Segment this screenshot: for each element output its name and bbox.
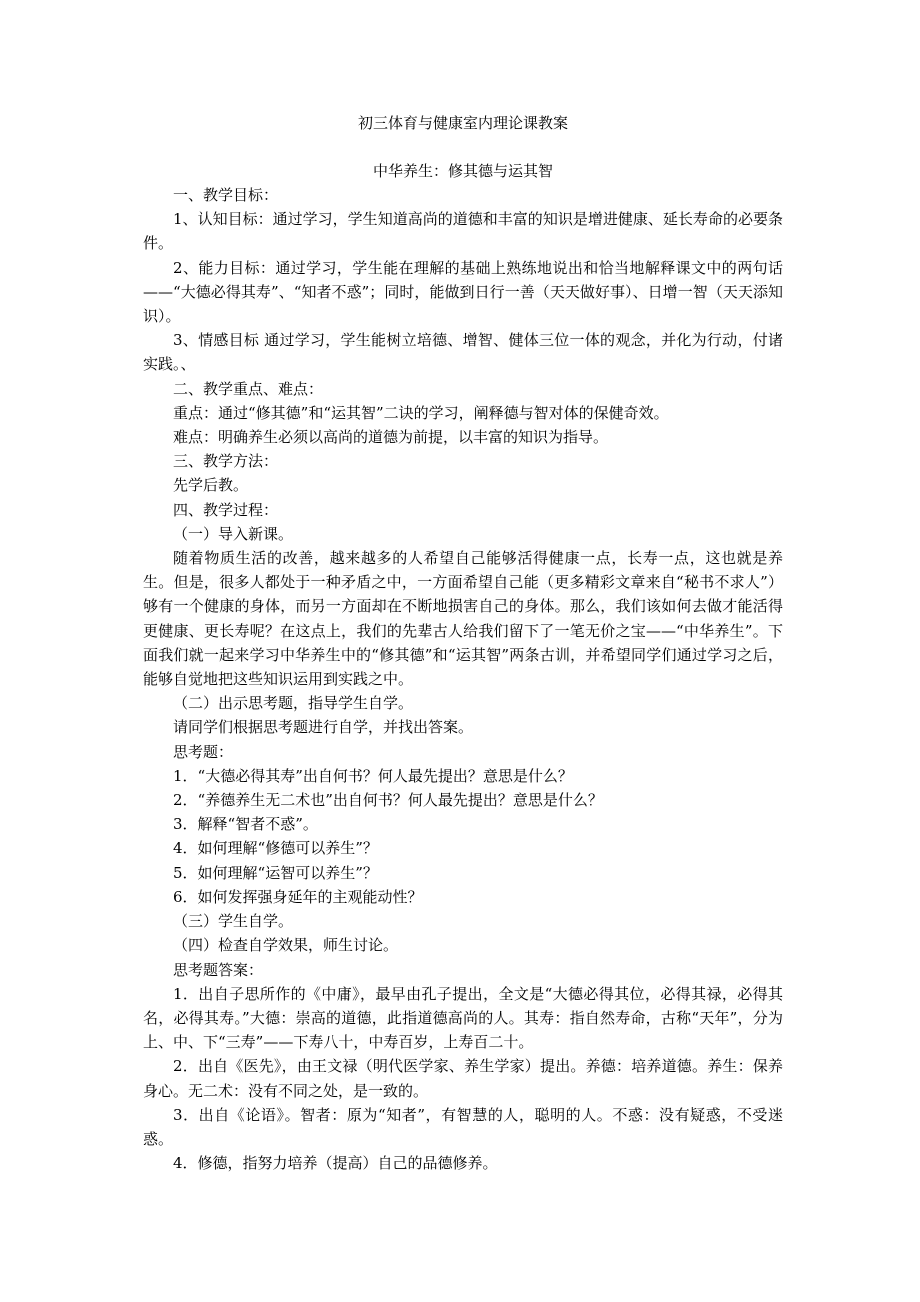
paragraph: 思考题：: [173, 742, 234, 761]
paragraph: 先学后教。: [173, 476, 249, 495]
document-title: 初三体育与健康室内理论课教案: [357, 114, 568, 132]
paragraph: 2．出自《医先》，由王文禄（明代医学家、养生学家）提出。养德：培养道德。养生：保养身心。无二术：没有不同之处，是一致的。: [143, 1057, 783, 1100]
paragraph: 二、教学重点、难点：: [173, 379, 324, 398]
paragraph: 3．解释“智者不惑”。: [173, 815, 318, 834]
paragraph: 四、教学过程：: [173, 500, 279, 519]
paragraph: 1．“大德必得其寿”出自何书？何人最先提出？意思是什么？: [173, 766, 573, 785]
paragraph: 思考题答案：: [173, 960, 264, 979]
paragraph: 3、情感目标 通过学习，学生能树立培德、增智、健体三位一体的观念，并化为行动，付诸实践。、: [143, 331, 783, 374]
paragraph: （一）导入新课。: [173, 524, 294, 543]
paragraph: 一、教学目标：: [173, 186, 279, 204]
paragraph: （二）出示思考题，指导学生自学。: [173, 694, 414, 713]
paragraph: 5．如何理解“运智可以养生”？: [173, 863, 378, 882]
paragraph: 4．修德，指努力培养（提高）自己的品德修养。: [173, 1154, 498, 1173]
document-subtitle: 中华养生：修其德与运其智: [372, 162, 553, 180]
paragraph: 4．如何理解“修德可以养生”？: [173, 839, 378, 858]
paragraph: 难点：明确养生必须以高尚的道德为前提，以丰富的知识为指导。: [173, 428, 609, 447]
paragraph: 6．如何发挥强身延年的主观能动性？: [173, 887, 423, 906]
paragraph: 三、教学方法：: [173, 452, 279, 471]
paragraph: 请同学们根据思考题进行自学，并找出答案。: [173, 718, 474, 737]
paragraph: 3．出自《论语》。智者：原为“知者”，有智慧的人，聪明的人。不惑：没有疑惑，不受迷惑。: [143, 1105, 783, 1148]
paragraph: （三）学生自学。: [173, 912, 294, 931]
paragraph: 重点：通过“修其德”和“运其智”二诀的学习，阐释德与智对体的保健奇效。: [173, 403, 669, 422]
paragraph: （四）检查自学效果，师生讨论。: [173, 936, 399, 955]
paragraph: 2．“养德养生无二术也”出自何书？何人最先提出？意思是什么？: [173, 791, 603, 810]
paragraph: 2、能力目标：通过学习，学生能在理解的基础上熟练地说出和恰当地解释课文中的两句话——“大德必得其寿”、“知者不惑”；同时，能做到日行一善（天天做好事）、日增一智（天天添知识）。: [143, 258, 783, 326]
document-body: [143, 183, 783, 1175]
paragraph: 1．出自子思所作的《中庸》，最早由孔子提出，全文是“大德必得其位，必得其禄，必得其名，必得其寿。”大德：崇高的道德，此指道德高尚的人。其寿：指自然寿命，古称“天年”，分为上、中、下“三寿”——下寿八十，中寿百岁，上寿百二十。: [143, 984, 783, 1052]
paragraph: 1、认知目标：通过学习，学生知道高尚的道德和丰富的知识是增进健康、延长寿命的必要条件。: [143, 210, 783, 253]
paragraph: 随着物质生活的改善，越来越多的人希望自己能够活得健康一点，长寿一点，这也就是养生。但是，很多人都处于一种矛盾之中，一方面希望自己能（更多精彩文章来自“秘书不求人”）够有一个健康的身体，而另一方面却在不断地损害自己的身体。那么，我们该如何去做才能活得更健康、更长寿呢？在这点上，我们的先辈古人给我们留下了一笔无价之宝——“中华养生”。下面我们就一起来学习中华养生中的“修其德”和“运其智”两条古训，并希望同学们通过学习之后，能够自觉地把这些知识运用到实践之中。: [143, 549, 783, 689]
document-page: [143, 112, 783, 1175]
